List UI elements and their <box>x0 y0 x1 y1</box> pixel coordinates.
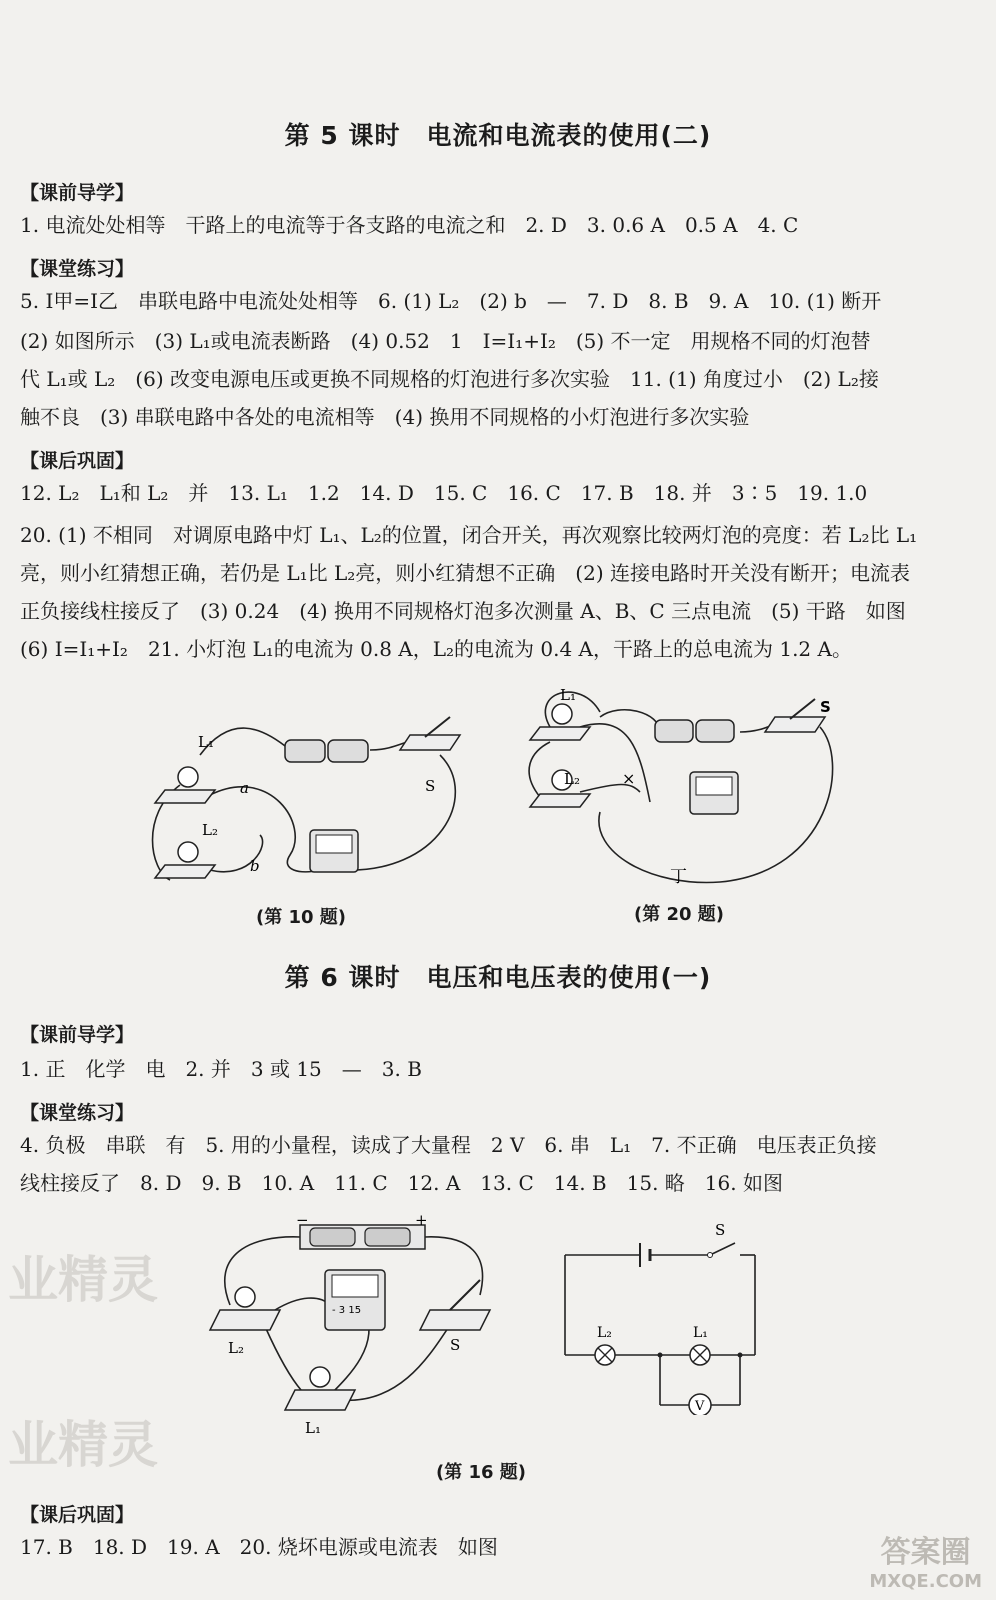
label-l2: L₂ <box>564 770 580 788</box>
voltmeter-terminals: - 3 15 <box>332 1305 362 1316</box>
battery-cell <box>655 720 693 742</box>
bulb-icon <box>310 1367 330 1387</box>
label-l1: L₁ <box>560 686 576 704</box>
lamp-base <box>285 1390 355 1410</box>
ammeter-dial <box>316 835 352 853</box>
ammeter-dial <box>696 777 732 795</box>
label-l2: L₂ <box>202 821 218 839</box>
lamp-base <box>530 794 590 807</box>
switch-base <box>765 717 825 732</box>
lesson5-review-line: (6) I=I₁+I₂ 21. 小灯泡 L₁的电流为 0.8 A，L₂的电流为 0.4 A，干路上的总电流为 1.2 A。 <box>20 637 852 661</box>
lesson6-practice-line: 4. 负极 串联 有 5. 用的小量程，读成了大量程 2 V 6. 串 L₁ 7. 不正确 电压表正负接 <box>20 1133 877 1157</box>
figure-20-circuit <box>520 672 850 892</box>
site-logo <box>869 1527 982 1592</box>
battery-cell <box>696 720 734 742</box>
label-s: S <box>820 698 831 716</box>
lesson5-review-line: 12. L₂ L₁和 L₂ 并 13. L₁ 1.2 14. D 15. C 16. C 17. B 18. 并 3∶5 19. 1.0 <box>20 481 868 505</box>
lesson5-practice-line: 触不良 (3) 串联电路中各处的电流相等 (4) 换用不同规格的小灯泡进行多次实验 <box>20 405 750 429</box>
battery-cell <box>328 740 368 762</box>
bulb-icon <box>178 767 198 787</box>
watermark-text: 业精灵 <box>8 1416 158 1474</box>
junction-dot <box>738 1353 743 1358</box>
battery-cell <box>365 1228 410 1246</box>
label-b: b <box>250 857 260 875</box>
logo-bottom-text: MXQE.COM <box>869 1571 982 1592</box>
switch-base <box>420 1310 490 1330</box>
lamp-base <box>155 865 215 878</box>
label-s: S <box>715 1221 726 1239</box>
lesson5-review-line: 20. (1) 不相同 对调原电路中灯 L₁、L₂的位置，闭合开关，再次观察比较两灯泡的亮度：若 L₂比 L₁ <box>20 523 918 547</box>
figure-20-caption: (第 20 题) <box>634 904 725 925</box>
lesson5-preview-heading: 【课前导学】 <box>20 182 135 204</box>
switch-pivot <box>708 1253 713 1258</box>
lesson5-review-heading: 【课后巩固】 <box>20 450 135 472</box>
lesson6-review-text: 17. B 18. D 19. A 20. 烧坏电源或电流表 如图 <box>20 1535 498 1559</box>
label-l1: L₁ <box>198 733 214 751</box>
label-a: a <box>240 779 249 797</box>
label-l2: L₂ <box>597 1325 612 1341</box>
switch-lever <box>425 717 450 737</box>
figure-16-physical-circuit <box>200 1215 500 1440</box>
battery-minus: − <box>296 1215 309 1229</box>
battery-cell <box>285 740 325 762</box>
switch-base <box>400 735 460 750</box>
switch-lever <box>450 1280 480 1310</box>
junction-dot <box>658 1353 663 1358</box>
lesson6-preview-text: 1. 正 化学 电 2. 并 3 或 15 — 3. B <box>20 1057 422 1081</box>
label-s: S <box>450 1336 461 1354</box>
label-l2: L₂ <box>228 1339 244 1357</box>
lesson6-preview-heading: 【课前导学】 <box>20 1024 135 1046</box>
voltmeter-dial <box>332 1275 378 1297</box>
figure-16-caption: (第 16 题) <box>436 1462 527 1483</box>
lesson5-review-line: 正负接线柱接反了 (3) 0.24 (4) 换用不同规格灯泡多次测量 A、B、C 三点电流 (5) 干路 如图 <box>20 599 906 623</box>
battery-plus: + <box>415 1215 428 1229</box>
label-l1: L₁ <box>305 1419 321 1437</box>
label-s: S <box>425 777 436 795</box>
lesson5-review-line: 亮，则小红猜想正确，若仍是 L₁比 L₂亮，则小红猜想不正确 (2) 连接电路时开关没有断开；电流表 <box>20 561 910 585</box>
voltmeter-v-label: V <box>695 1399 705 1414</box>
break-mark-icon: × <box>622 769 636 788</box>
figure-10-circuit <box>140 695 470 895</box>
switch-lever <box>790 699 815 719</box>
lesson6-practice-heading: 【课堂练习】 <box>20 1102 135 1124</box>
label-l1: L₁ <box>693 1325 708 1341</box>
lesson5-preview-text: 1. 电流处处相等 干路上的电流等于各支路的电流之和 2. D 3. 0.6 A 0.5 A 4. C <box>20 213 799 237</box>
battery-cell <box>310 1228 355 1246</box>
bulb-icon <box>178 842 198 862</box>
lesson6-review-heading: 【课后巩固】 <box>20 1504 135 1526</box>
logo-top-text: 答案圈 <box>880 1535 971 1570</box>
bulb-icon <box>235 1287 255 1307</box>
lamp-base <box>155 790 215 803</box>
lesson5-title: 第 5 课时 电流和电流表的使用(二) <box>284 121 712 150</box>
lamp-l1-symbol <box>690 1345 710 1365</box>
lesson6-practice-line: 线柱接反了 8. D 9. B 10. A 11. C 12. A 13. C 14. B 15. 略 16. 如图 <box>20 1171 783 1195</box>
lesson6-title: 第 6 课时 电压和电压表的使用(一) <box>284 963 712 992</box>
lesson5-practice-heading: 【课堂练习】 <box>20 258 135 280</box>
lamp-l2-symbol <box>595 1345 615 1365</box>
lesson5-practice-line: (2) 如图所示 (3) L₁或电流表断路 (4) 0.52 1 I=I₁+I₂ (5) 不一定 用规格不同的灯泡替 <box>20 329 871 353</box>
figure-16-schematic <box>555 1215 775 1415</box>
label-ding: 丁 <box>670 867 687 887</box>
figure-10-caption: (第 10 题) <box>256 907 347 928</box>
lamp-base <box>210 1310 280 1330</box>
lamp-base <box>530 727 590 740</box>
bulb-icon <box>552 704 572 724</box>
watermark-text: 业精灵 <box>8 1251 158 1309</box>
lesson5-practice-line: 5. I甲=I乙 串联电路中电流处处相等 6. (1) L₂ (2) b — 7. D 8. B 9. A 10. (1) 断开 <box>20 289 882 313</box>
lesson5-practice-line: 代 L₁或 L₂ (6) 改变电源电压或更换不同规格的灯泡进行多次实验 11. (1) 角度过小 (2) L₂接 <box>20 367 879 391</box>
